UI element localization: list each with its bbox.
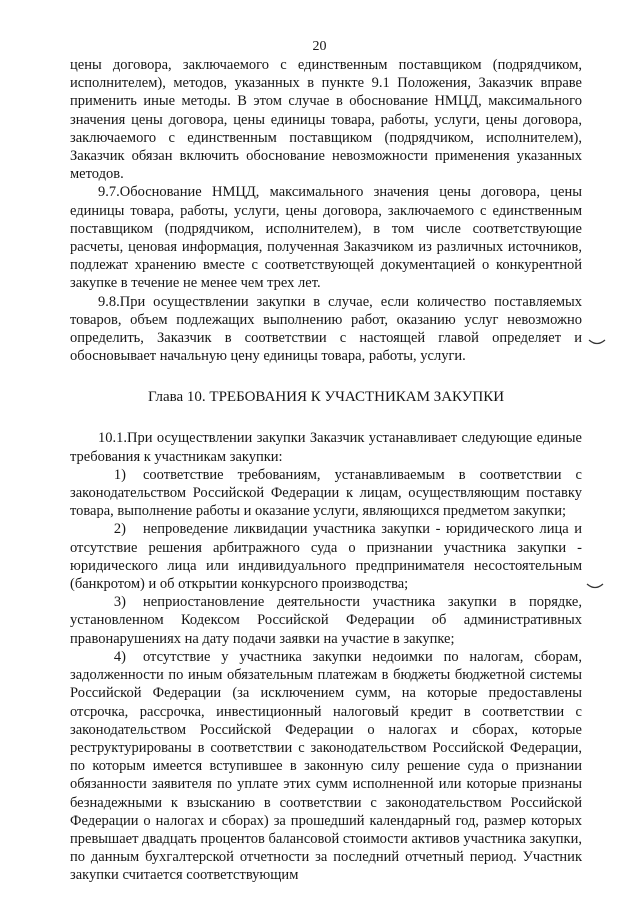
list-item <box>70 593 582 648</box>
page-number: 20 <box>312 39 327 54</box>
paragraph-10-1: 10.1.При осуществлении закупки Заказчик устанавливает следующие единые требования к участникам закупки: <box>70 430 582 465</box>
list-item-number: 4) <box>113 648 126 665</box>
paragraph-9-8: 9.8.При осуществлении закупки в случае, если количество поставляемых товаров, объем подлежащих выполнению работ, оказанию услуг невозможно определить, Заказчик в соответствии с настоящей главой определяет и обосновывает начальную цену единицы товара, работы, услуги. <box>70 293 582 365</box>
list-item-text: соответствие требованиям, устанавливаемым в соответствии с законодательством Российской Федерации к лицам, осуществляющим поставку товара, выполнение работы и оказание услуги, являющихся предметом закупки; <box>70 466 582 520</box>
list-item-number: 2) <box>113 521 126 538</box>
list-item-text: неприостановление деятельности участника закупки в порядке, установленном Кодексом Российской Федерации об административных правонарушениях на дату подачи заявки на участие в закупке; <box>70 594 582 647</box>
paragraph-9-7: 9.7.Обоснование НМЦД, максимального значения цены договора, цены единицы товара, работы, услуги, цены договора, заключаемого с единственным поставщиком (подрядчиком, исполнителем), в том числе соответствующие расчеты, ценовая информация, полученная Заказчиком из различных источников, подлежат хранению вместе с соответствующей документацией о конкурентной закупке в течение не менее чем трех лет. <box>70 184 582 292</box>
list-item <box>70 520 582 593</box>
list-item <box>70 466 582 521</box>
handwritten-mark-icon <box>588 338 606 346</box>
page-body <box>70 56 582 885</box>
handwritten-mark-icon <box>586 582 604 590</box>
paragraph-continuation: цены договора, заключаемого с единственным поставщиком (подрядчиком, исполнителем), методов, указанных в пункте 9.1 Положения, Заказчик вправе применить иные методы. В этом случае в обоснование НМЦД, максимального значения цены договора, цены единицы товара, работы, услуги, цены договора, заключаемого с единственным поставщиком (подрядчиком, исполнителем), Заказчик обязан включить обоснование невозможности применения указанных методов. <box>70 57 582 183</box>
chapter-heading: Глава 10. ТРЕБОВАНИЯ К УЧАСТНИКАМ ЗАКУПКИ <box>147 389 505 406</box>
list-item <box>70 648 582 885</box>
list-item-text: непроведение ликвидации участника закупки - юридического лица и отсутствие решения арбитражного суда о признании участника закупки - юридического лица или индивидуального предпринимателя несостоятельным (банкротом) и об открытии конкурсного производства; <box>70 521 582 593</box>
list-item-number: 3) <box>113 594 126 611</box>
list-item-text: отсутствие у участника закупки недоимки по налогам, сборам, задолженности по иным обязательным платежам в бюджеты бюджетной системы Российской Федерации (за исключением сумм, на которые предоставлены отсрочка, рассрочка, инвестиционный налоговый кредит в соответствии с законодательством Российской Федерации о налогах и сборах, которые реструктурированы в соответствии с законодательством Российской Федерации, по которым имеется вступившее в законную силу решение суда о признании обязанности заявителя по уплате этих сумм исполненной или которые признаны безнадежными к взысканию в соответствии с законодательством Российской Федерации о налогах и сборах) за прошедший календарный год, размер которых превышает двадцать процентов балансовой стоимости активов участника закупки, по данным бухгалтерской отчетности за последний отчетный период. Участник закупки считается соответствующим <box>70 648 582 884</box>
list-item-number: 1) <box>113 466 126 483</box>
